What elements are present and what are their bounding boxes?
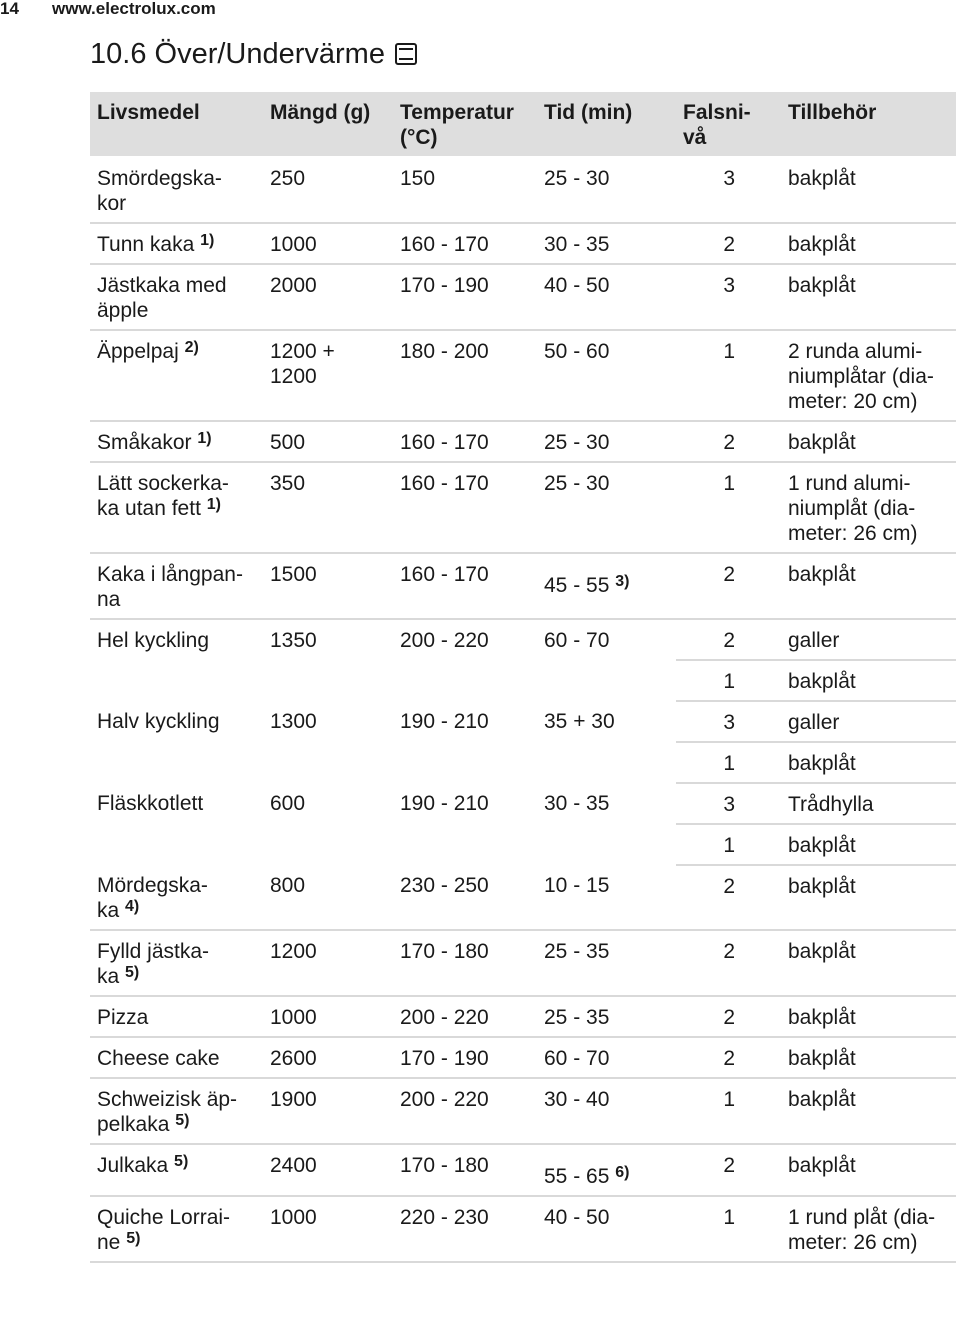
- food-cell: [90, 553, 263, 619]
- shelf-level-cell: [676, 660, 781, 701]
- amount-line: 350: [270, 472, 306, 495]
- shelf-level: 1: [723, 472, 735, 495]
- top-bottom-heat-icon: [395, 43, 417, 65]
- accessory-line: 2 runda alumi-: [788, 340, 923, 363]
- food-name: Julkaka: [97, 1154, 169, 1177]
- food-cell: [90, 1196, 263, 1262]
- time-cell: [537, 930, 676, 996]
- accessory-cell: [781, 824, 956, 865]
- amount-cell: [263, 330, 393, 421]
- amount-line: 1900: [270, 1088, 317, 1111]
- amount-line: 2600: [270, 1047, 317, 1070]
- food-name-line: pelkaka: [97, 1113, 170, 1136]
- table-row: [90, 1037, 956, 1078]
- table-row: [90, 783, 956, 824]
- food-name: Småkakor: [97, 431, 192, 454]
- temperature-cell: [393, 421, 537, 462]
- temperature-value: 200 - 220: [400, 629, 489, 652]
- amount-cell: [263, 421, 393, 462]
- footnote-ref: 1): [200, 232, 215, 249]
- food-name: Äppelpaj: [97, 340, 179, 363]
- time-cell: [537, 701, 676, 783]
- accessory-line: bakplåt: [788, 875, 856, 898]
- temperature-cell: [393, 462, 537, 553]
- temperature-cell: [393, 264, 537, 330]
- column-header: Mängd (g): [263, 92, 393, 157]
- accessory-line: meter: 20 cm): [788, 390, 918, 413]
- footnote-ref: 5): [175, 1112, 190, 1129]
- food-cell: [90, 264, 263, 330]
- accessory-line: bakplåt: [788, 563, 856, 586]
- time-value: 50 - 60: [544, 340, 610, 363]
- footnote-ref: 2): [184, 339, 199, 356]
- amount-line: 500: [270, 431, 306, 454]
- food-name-line: ka: [97, 965, 120, 988]
- shelf-level: 2: [723, 1154, 735, 1177]
- temperature-cell: [393, 865, 537, 930]
- shelf-level-cell: [676, 157, 781, 223]
- time-cell: [537, 865, 676, 930]
- accessory-cell: [781, 553, 956, 619]
- accessory-cell: [781, 223, 956, 264]
- temperature-value: 160 - 170: [400, 563, 489, 586]
- amount-cell: [263, 930, 393, 996]
- accessory-line: niumplåt (dia-: [788, 497, 916, 520]
- shelf-level-cell: [676, 996, 781, 1037]
- time-cell: [537, 619, 676, 701]
- column-header: Temperatur (°C): [393, 92, 537, 157]
- time-cell: [537, 462, 676, 553]
- food-cell: [90, 1078, 263, 1144]
- shelf-level-cell: [676, 701, 781, 742]
- accessory-line: Trådhylla: [788, 793, 874, 816]
- amount-line: 1500: [270, 563, 317, 586]
- accessory-line: bakplåt: [788, 670, 856, 693]
- table-row: [90, 330, 956, 421]
- food-name-line: äpple: [97, 299, 149, 322]
- time-value: 40 - 50: [544, 1206, 610, 1229]
- shelf-level-cell: [676, 619, 781, 660]
- shelf-level-cell: [676, 1037, 781, 1078]
- food-name-line: kor: [97, 192, 127, 215]
- page-header: [0, 0, 960, 22]
- time-value: 45 - 55: [544, 574, 610, 597]
- accessory-line: galler: [788, 711, 840, 734]
- amount-cell: [263, 701, 393, 783]
- shelf-level: 2: [723, 431, 735, 454]
- temperature-value: 160 - 170: [400, 472, 489, 495]
- shelf-level: 2: [723, 1047, 735, 1070]
- shelf-level: 1: [723, 834, 735, 857]
- accessory-line: bakplåt: [788, 233, 856, 256]
- amount-cell: [263, 1144, 393, 1196]
- footnote-ref: 1): [197, 430, 212, 447]
- accessory-line: 1 rund alumi-: [788, 472, 911, 495]
- amount-line: 600: [270, 792, 306, 815]
- shelf-level-cell: [676, 462, 781, 553]
- shelf-level: 3: [723, 793, 735, 816]
- shelf-level: 2: [723, 1006, 735, 1029]
- amount-line: 800: [270, 874, 306, 897]
- time-cell: [537, 1144, 676, 1196]
- shelf-level-cell: [676, 824, 781, 865]
- section-number: 10.6: [90, 38, 147, 70]
- shelf-level: 1: [723, 1088, 735, 1111]
- food-name-line: ka: [97, 899, 120, 922]
- table-row: [90, 462, 956, 553]
- food-name: Pizza: [97, 1006, 149, 1029]
- footnote-ref: 5): [174, 1153, 189, 1170]
- temperature-value: 170 - 190: [400, 274, 489, 297]
- amount-cell: [263, 157, 393, 223]
- shelf-level: 1: [723, 670, 735, 693]
- shelf-level: 3: [723, 711, 735, 734]
- accessory-line: meter: 26 cm): [788, 522, 918, 545]
- time-value: 25 - 30: [544, 472, 610, 495]
- shelf-level-cell: [676, 930, 781, 996]
- amount-line: 1000: [270, 1006, 317, 1029]
- section-heading: [90, 37, 417, 71]
- temperature-value: 200 - 220: [400, 1006, 489, 1029]
- time-cell: [537, 421, 676, 462]
- temperature-cell: [393, 330, 537, 421]
- amount-line: 1000: [270, 1206, 317, 1229]
- food-cell: [90, 421, 263, 462]
- shelf-level: 1: [723, 752, 735, 775]
- table-row: [90, 157, 956, 223]
- time-value: 60 - 70: [544, 1047, 610, 1070]
- accessory-line: meter: 26 cm): [788, 1231, 918, 1254]
- temperature-cell: [393, 157, 537, 223]
- accessory-cell: [781, 660, 956, 701]
- table-row: [90, 996, 956, 1037]
- table-row: [90, 930, 956, 996]
- food-cell: [90, 1144, 263, 1196]
- shelf-level-cell: [676, 264, 781, 330]
- accessory-line: bakplåt: [788, 274, 856, 297]
- time-value: 30 - 40: [544, 1088, 610, 1111]
- accessory-cell: [781, 619, 956, 660]
- food-name-line: ka utan fett: [97, 497, 201, 520]
- time-value: 10 - 15: [544, 874, 610, 897]
- table-row: [90, 223, 956, 264]
- accessory-line: bakplåt: [788, 1088, 856, 1111]
- accessory-line: niumplåtar (dia-: [788, 365, 934, 388]
- amount-cell: [263, 1196, 393, 1262]
- food-cell: [90, 157, 263, 223]
- table-body: [90, 157, 956, 1262]
- amount-cell: [263, 996, 393, 1037]
- time-value: 55 - 65: [544, 1165, 610, 1188]
- food-name-line: Jästkaka med: [97, 274, 227, 297]
- time-cell: [537, 330, 676, 421]
- amount-line: 2400: [270, 1154, 317, 1177]
- table-row: [90, 553, 956, 619]
- shelf-level-cell: [676, 421, 781, 462]
- time-value: 25 - 35: [544, 1006, 610, 1029]
- food-cell: [90, 996, 263, 1037]
- temperature-value: 230 - 250: [400, 874, 489, 897]
- amount-line: 2000: [270, 274, 317, 297]
- amount-cell: [263, 1037, 393, 1078]
- amount-cell: [263, 783, 393, 865]
- shelf-level-cell: [676, 223, 781, 264]
- table-header-row: [90, 92, 956, 157]
- temperature-cell: [393, 1078, 537, 1144]
- shelf-level-cell: [676, 865, 781, 930]
- accessory-line: bakplåt: [788, 167, 856, 190]
- accessory-cell: [781, 264, 956, 330]
- time-cell: [537, 1037, 676, 1078]
- accessory-line: bakplåt: [788, 752, 856, 775]
- temperature-value: 160 - 170: [400, 233, 489, 256]
- time-value: 60 - 70: [544, 629, 610, 652]
- accessory-line: bakplåt: [788, 834, 856, 857]
- accessory-line: bakplåt: [788, 1154, 856, 1177]
- temperature-cell: [393, 223, 537, 264]
- time-value: 40 - 50: [544, 274, 610, 297]
- shelf-level: 2: [723, 233, 735, 256]
- food-name-line: ne: [97, 1231, 121, 1254]
- time-value: 35 + 30: [544, 710, 615, 733]
- temperature-cell: [393, 1196, 537, 1262]
- baking-table: [90, 92, 956, 1263]
- accessory-cell: [781, 1144, 956, 1196]
- food-name-line: Smördegska-: [97, 167, 222, 190]
- shelf-level: 1: [723, 340, 735, 363]
- section-title: Över/Undervärme: [154, 38, 385, 70]
- shelf-level-cell: [676, 1078, 781, 1144]
- food-name: Halv kyckling: [97, 710, 220, 733]
- time-value: 30 - 35: [544, 233, 610, 256]
- temperature-cell: [393, 930, 537, 996]
- food-cell: [90, 462, 263, 553]
- footnote-ref: 5): [125, 964, 140, 981]
- amount-cell: [263, 264, 393, 330]
- food-name: Cheese cake: [97, 1047, 220, 1070]
- accessory-cell: [781, 1037, 956, 1078]
- shelf-level-cell: [676, 1196, 781, 1262]
- food-name-line: Fylld jästka-: [97, 940, 210, 963]
- shelf-level: 2: [723, 875, 735, 898]
- time-cell: [537, 223, 676, 264]
- amount-cell: [263, 553, 393, 619]
- footnote-ref: 1): [206, 496, 221, 513]
- food-name: Hel kyckling: [97, 629, 210, 652]
- food-cell: [90, 1037, 263, 1078]
- food-name-line: Quiche Lorrai-: [97, 1206, 231, 1229]
- amount-cell: [263, 462, 393, 553]
- table-row: [90, 619, 956, 660]
- temperature-value: 190 - 210: [400, 710, 489, 733]
- time-value: 25 - 30: [544, 431, 610, 454]
- time-value: 30 - 35: [544, 792, 610, 815]
- shelf-level-cell: [676, 742, 781, 783]
- column-header: Tid (min): [537, 92, 676, 157]
- food-name-line: Kaka i långpan-: [97, 563, 243, 586]
- food-cell: [90, 701, 263, 783]
- footnote-ref: 3): [615, 573, 630, 590]
- temperature-cell: [393, 553, 537, 619]
- food-name-line: Lätt sockerka-: [97, 472, 229, 495]
- shelf-level-cell: [676, 1144, 781, 1196]
- page-number: 14: [0, 0, 19, 18]
- food-name: Fläskkotlett: [97, 792, 204, 815]
- temperature-value: 200 - 220: [400, 1088, 489, 1111]
- food-cell: [90, 619, 263, 701]
- food-name: Tunn kaka: [97, 233, 195, 256]
- accessory-line: bakplåt: [788, 1006, 856, 1029]
- food-cell: [90, 783, 263, 865]
- food-name-line: Schweizisk äp-: [97, 1088, 238, 1111]
- column-header: Falsni- vå: [676, 92, 781, 157]
- accessory-cell: [781, 783, 956, 824]
- amount-line: 1200: [270, 940, 317, 963]
- temperature-value: 150: [400, 167, 436, 190]
- food-cell: [90, 330, 263, 421]
- accessory-line: bakplåt: [788, 1047, 856, 1070]
- header-url: www.electrolux.com: [52, 0, 216, 18]
- shelf-level-cell: [676, 783, 781, 824]
- footnote-ref: 5): [126, 1230, 141, 1247]
- time-cell: [537, 157, 676, 223]
- temperature-cell: [393, 701, 537, 783]
- temperature-value: 220 - 230: [400, 1206, 489, 1229]
- shelf-level: 2: [723, 940, 735, 963]
- time-cell: [537, 553, 676, 619]
- accessory-cell: [781, 701, 956, 742]
- accessory-cell: [781, 157, 956, 223]
- table-row: [90, 1144, 956, 1196]
- temperature-value: 170 - 180: [400, 940, 489, 963]
- table-row: [90, 701, 956, 742]
- temperature-value: 170 - 190: [400, 1047, 489, 1070]
- temperature-value: 180 - 200: [400, 340, 489, 363]
- time-value: 25 - 35: [544, 940, 610, 963]
- footnote-ref: 6): [615, 1164, 630, 1181]
- accessory-cell: [781, 462, 956, 553]
- time-value: 25 - 30: [544, 167, 610, 190]
- food-name-line: na: [97, 588, 121, 611]
- amount-line: 1000: [270, 233, 317, 256]
- accessory-cell: [781, 865, 956, 930]
- amount-cell: [263, 223, 393, 264]
- amount-line: 1350: [270, 629, 317, 652]
- time-cell: [537, 1078, 676, 1144]
- temperature-value: 190 - 210: [400, 792, 489, 815]
- food-name-line: Mördegska-: [97, 874, 208, 897]
- shelf-level: 2: [723, 629, 735, 652]
- amount-line: 1300: [270, 710, 317, 733]
- shelf-level-cell: [676, 330, 781, 421]
- shelf-level: 1: [723, 1206, 735, 1229]
- accessory-cell: [781, 996, 956, 1037]
- amount-line: 250: [270, 167, 306, 190]
- temperature-cell: [393, 996, 537, 1037]
- table-row: [90, 1196, 956, 1262]
- column-header: Livsmedel: [90, 92, 263, 157]
- accessory-line: bakplåt: [788, 431, 856, 454]
- time-cell: [537, 264, 676, 330]
- shelf-level: 2: [723, 563, 735, 586]
- accessory-cell: [781, 930, 956, 996]
- shelf-level: 3: [723, 274, 735, 297]
- time-cell: [537, 996, 676, 1037]
- temperature-cell: [393, 619, 537, 701]
- footnote-ref: 4): [125, 898, 140, 915]
- accessory-cell: [781, 330, 956, 421]
- temperature-cell: [393, 783, 537, 865]
- temperature-cell: [393, 1144, 537, 1196]
- amount-line: 1200: [270, 365, 317, 388]
- accessory-cell: [781, 421, 956, 462]
- temperature-cell: [393, 1037, 537, 1078]
- accessory-line: bakplåt: [788, 940, 856, 963]
- time-cell: [537, 1196, 676, 1262]
- food-cell: [90, 930, 263, 996]
- amount-line: 1200 +: [270, 340, 335, 363]
- amount-cell: [263, 865, 393, 930]
- accessory-cell: [781, 1078, 956, 1144]
- accessory-cell: [781, 742, 956, 783]
- food-cell: [90, 223, 263, 264]
- accessory-line: galler: [788, 629, 840, 652]
- table-row: [90, 264, 956, 330]
- time-cell: [537, 783, 676, 865]
- table-row: [90, 421, 956, 462]
- amount-cell: [263, 1078, 393, 1144]
- table-row: [90, 1078, 956, 1144]
- food-cell: [90, 865, 263, 930]
- column-header: Tillbehör: [781, 92, 956, 157]
- accessory-cell: [781, 1196, 956, 1262]
- shelf-level-cell: [676, 553, 781, 619]
- amount-cell: [263, 619, 393, 701]
- table-row: [90, 865, 956, 930]
- shelf-level: 3: [723, 167, 735, 190]
- temperature-value: 170 - 180: [400, 1154, 489, 1177]
- temperature-value: 160 - 170: [400, 431, 489, 454]
- accessory-line: 1 rund plåt (dia-: [788, 1206, 936, 1229]
